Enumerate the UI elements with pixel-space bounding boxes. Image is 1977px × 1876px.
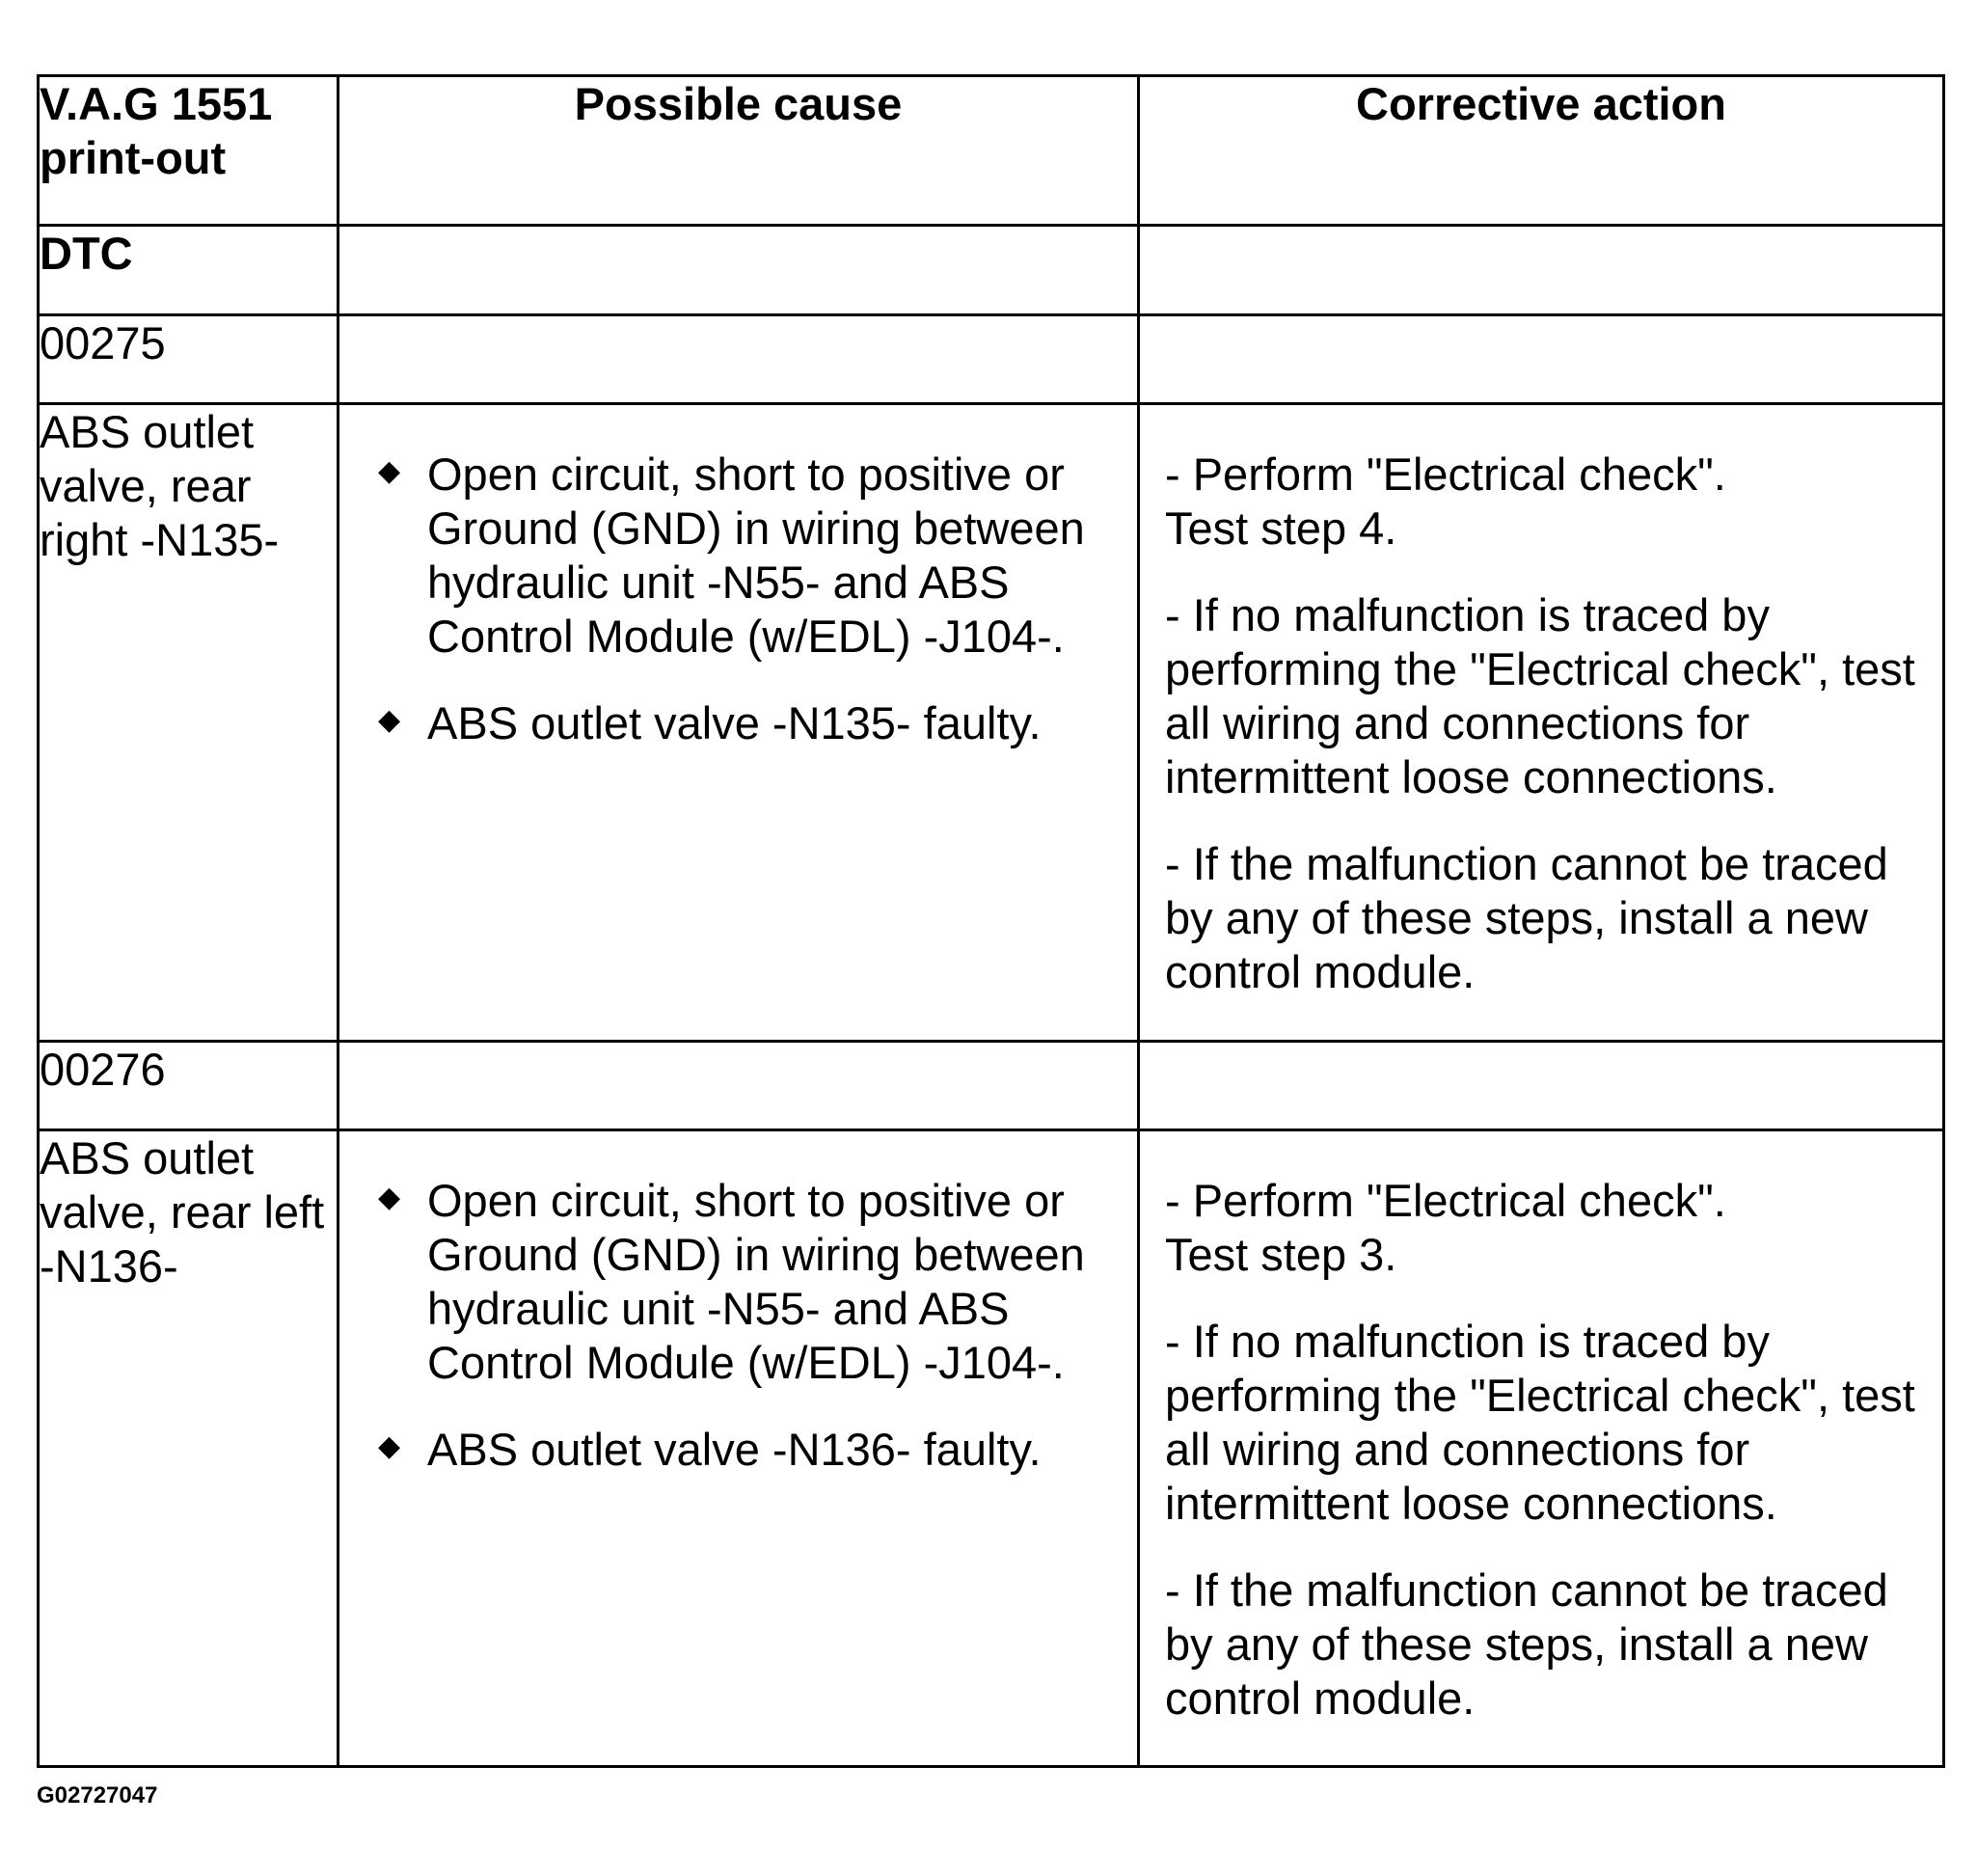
action-list xyxy=(1140,405,1942,999)
diamond-bullet-icon: ◆ xyxy=(378,455,401,487)
component-name: ABS outlet valve, rear left -N136- xyxy=(39,1130,339,1767)
header-corrective-action: Corrective action xyxy=(1139,76,1944,226)
action-item xyxy=(1165,448,1923,556)
header-printout: V.A.G 1551 print-out xyxy=(39,76,339,226)
figure-id: G02727047 xyxy=(37,1782,158,1808)
empty-cell xyxy=(1139,226,1944,315)
action-test-step: Test step 3. xyxy=(1165,1229,1397,1280)
cause-item xyxy=(378,448,1118,664)
action-item: - If no malfunction is traced by performing the "Electrical check", test all wiring and connections for intermittent loose connections. xyxy=(1165,589,1915,802)
cause-text: ABS outlet valve -N136- faulty. xyxy=(427,1424,1042,1475)
table-row xyxy=(39,404,1944,1042)
header-row xyxy=(39,76,1944,226)
cause-item xyxy=(378,696,1118,750)
action-test-step: Test step 4. xyxy=(1165,503,1397,554)
dtc-label-row xyxy=(39,226,1944,315)
action-perform: - Perform "Electrical check". xyxy=(1165,1175,1726,1226)
action-item: - If no malfunction is traced by performing the "Electrical check", test all wiring and connections for intermittent loose connections. xyxy=(1165,1316,1915,1529)
dtc-label: DTC xyxy=(39,226,339,315)
action-item xyxy=(1165,1174,1923,1282)
cause-list xyxy=(339,1131,1137,1477)
action-item: - If the malfunction cannot be traced by any of these steps, install a new control module. xyxy=(1165,838,1888,997)
action-list xyxy=(1140,1131,1942,1726)
dtc-table xyxy=(37,74,1945,1768)
diamond-bullet-icon: ◆ xyxy=(378,1430,401,1462)
possible-cause-cell xyxy=(339,1130,1139,1767)
table-row xyxy=(39,1130,1944,1767)
cause-list xyxy=(339,405,1137,750)
cause-item xyxy=(378,1174,1118,1390)
possible-cause-cell xyxy=(339,404,1139,1042)
dtc-code: 00275 xyxy=(39,315,339,404)
empty-cell xyxy=(1139,315,1944,404)
empty-cell xyxy=(339,226,1139,315)
diamond-bullet-icon: ◆ xyxy=(378,704,401,736)
table-row xyxy=(39,315,1944,404)
header-possible-cause: Possible cause xyxy=(339,76,1139,226)
table-row xyxy=(39,1042,1944,1130)
empty-cell xyxy=(339,1042,1139,1130)
action-perform: - Perform "Electrical check". xyxy=(1165,449,1726,500)
cause-item xyxy=(378,1423,1118,1477)
empty-cell xyxy=(339,315,1139,404)
dtc-code: 00276 xyxy=(39,1042,339,1130)
empty-cell xyxy=(1139,1042,1944,1130)
cause-text: Open circuit, short to positive or Ground (GND) in wiring between hydraulic unit -N55- and ABS Control Module (w/EDL) -J104-. xyxy=(427,449,1085,662)
corrective-action-cell xyxy=(1139,1130,1944,1767)
corrective-action-cell xyxy=(1139,404,1944,1042)
action-item: - If the malfunction cannot be traced by any of these steps, install a new control module. xyxy=(1165,1564,1888,1724)
cause-text: ABS outlet valve -N135- faulty. xyxy=(427,697,1042,748)
component-name: ABS outlet valve, rear right -N135- xyxy=(39,404,339,1042)
cause-text: Open circuit, short to positive or Ground (GND) in wiring between hydraulic unit -N55- and ABS Control Module (w/EDL) -J104-. xyxy=(427,1175,1085,1388)
diamond-bullet-icon: ◆ xyxy=(378,1182,401,1213)
